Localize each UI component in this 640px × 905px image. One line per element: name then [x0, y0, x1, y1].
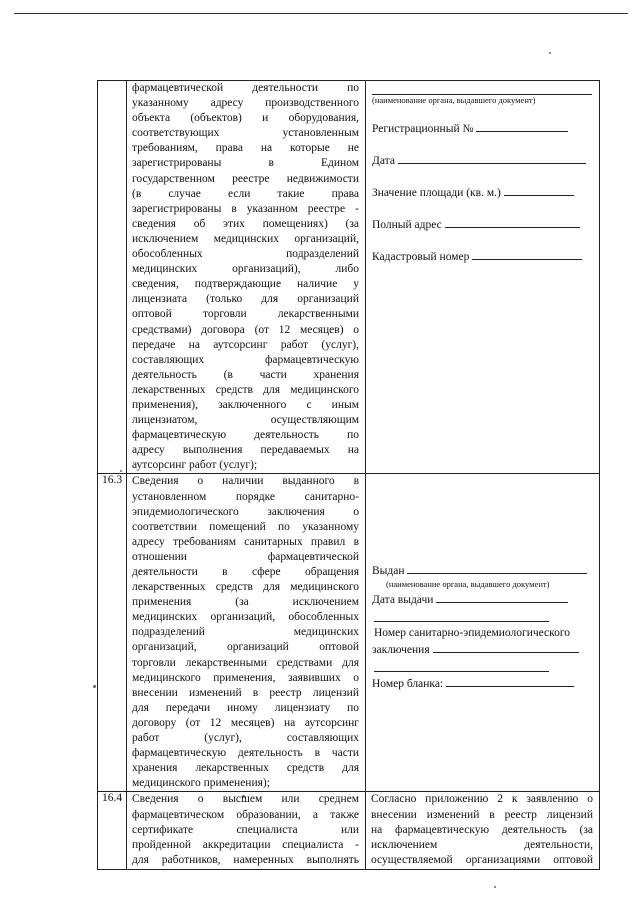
description-line: (в случае если такие права — [132, 187, 359, 200]
description-line: сведения об этих помещениях) (за — [132, 217, 359, 230]
registration-number-blank[interactable] — [476, 120, 568, 132]
conclusion-number-blank[interactable] — [433, 641, 579, 653]
description-line: оптовой торговли лекарственными — [132, 308, 359, 321]
description-line: организаций, организаций оптовой — [132, 641, 359, 654]
description-line: установленном порядке санитарно- — [132, 490, 359, 503]
description-line: фармацевтическую деятельность в части — [132, 747, 359, 760]
description-line: договору (от 12 месяцев) на аутсорсинг — [132, 716, 359, 729]
registration-number-label: Регистрационный № — [372, 123, 474, 135]
scan-speck — [93, 685, 96, 688]
conclusion-number-label-2: заключения — [372, 644, 430, 657]
description-line: Сведения о наличии выданного в — [132, 475, 359, 488]
description-line: адресу выполнения передаваемых на — [132, 444, 359, 457]
description-line: применения (за исключением — [132, 596, 359, 609]
table-row — [98, 792, 600, 870]
description-line: исключением медицинских организаций, — [132, 232, 359, 245]
right-text-line: осуществляемой организациями оптовой — [371, 853, 593, 866]
description-line: фармацевтической деятельности по — [132, 82, 359, 94]
description-line: отношении фармацевтической — [132, 550, 359, 563]
registration-number-field — [366, 120, 599, 137]
area-blank[interactable] — [504, 184, 574, 196]
description-line: аутсорсинг работ (услуг); — [132, 459, 258, 472]
description-line: требованиям, права на которые не — [132, 142, 359, 155]
date-field — [366, 152, 599, 169]
description-line: фармацевтическую деятельность по — [132, 429, 359, 442]
description-line: внесении изменений в реестр лицензий — [132, 686, 359, 699]
row-number: 16.4 — [98, 792, 127, 870]
row-fields — [366, 474, 600, 792]
description-line: адресу требованиям санитарных правил в — [132, 535, 359, 548]
cadastral-number-field — [366, 248, 599, 265]
description-line: Сведения о высшем или среднем — [132, 793, 359, 806]
blank-line — [374, 671, 549, 672]
issuer-caption: (наименование органа, выдавшего документ) — [386, 579, 550, 590]
full-address-label: Полный адрес — [372, 219, 442, 231]
description-line: передаче на аутсорсинг работ (услуг), — [132, 338, 359, 351]
form-number-field — [366, 675, 599, 692]
description-line: государственном реестре недвижимости — [132, 172, 359, 185]
description-line: деятельности в сфере обращения — [132, 566, 359, 578]
top-rule — [14, 13, 628, 14]
description-line: хранения лекарственных средств для — [132, 762, 359, 775]
row-right-text — [366, 792, 600, 870]
description-line: медицинских организаций), либо — [132, 263, 359, 276]
area-label: Значение площади (кв. м.) — [372, 187, 501, 199]
conclusion-number-label-1: Номер санитарно-эпидемиологического — [374, 627, 571, 640]
description-line: указанному адресу производственного — [132, 97, 359, 110]
description-line: лекарственных средств для медицинского — [132, 383, 359, 396]
description-line: применения), заключенного с иным — [132, 398, 359, 411]
conclusion-number-field — [366, 641, 599, 658]
blank-line — [374, 621, 549, 622]
description-line: эпидемиологического заключения о — [132, 505, 359, 518]
description-line: для работников, намеренных выполнять — [132, 853, 359, 866]
description-line: зарегистрированы в Едином — [132, 157, 359, 170]
right-text-line: на фармацевтическую деятельность (за — [371, 823, 593, 836]
description-line: торговли лекарственными средствами для — [132, 656, 359, 669]
right-text-line: внесении изменений в реестр лицензий — [371, 808, 593, 821]
scan-speck — [549, 52, 551, 54]
issue-date-label: Дата выдачи — [372, 594, 434, 607]
scan-speck — [494, 886, 496, 888]
date-blank[interactable] — [398, 152, 586, 164]
description-line: лицензиатом, осуществляющим — [132, 414, 359, 427]
row-description — [127, 81, 366, 474]
description-line: средствами) договора (от 12 месяцев) о — [132, 323, 359, 336]
issued-by-blank[interactable] — [407, 562, 587, 574]
description-line: сертификате специалиста или — [132, 823, 359, 836]
row-description — [127, 792, 366, 870]
description-line: фармацевтическом образовании, а также — [132, 808, 359, 821]
full-address-field — [366, 216, 599, 233]
issue-date-blank[interactable] — [436, 591, 568, 603]
cadastral-number-label: Кадастровый номер — [372, 251, 470, 263]
description-line: зарегистрированы в указанном реестре - — [132, 202, 359, 215]
description-line: подразделений медицинских — [132, 626, 359, 639]
cadastral-number-blank[interactable] — [472, 248, 582, 260]
full-address-blank[interactable] — [445, 216, 580, 228]
description-line: деятельность (в части хранения — [132, 368, 359, 381]
description-line: лицензиата (только для организаций — [132, 293, 359, 306]
description-line: работ (услуг), составляющих — [132, 732, 359, 745]
row-number — [98, 81, 127, 474]
description-line: медицинских организаций, обособленных — [132, 611, 359, 624]
table-row — [98, 474, 600, 792]
description-line: пройденной аккредитации специалиста - — [132, 838, 359, 851]
issued-by-label: Выдан — [372, 565, 405, 578]
description-line: объекта (объектов) и оборудования, — [132, 112, 359, 125]
date-label: Дата — [372, 155, 395, 167]
description-line: составляющих фармацевтическую — [132, 353, 359, 366]
description-line: лекарственных средств для медицинского — [132, 581, 359, 594]
description-line: медицинского применения); — [132, 777, 270, 790]
area-field — [366, 184, 599, 201]
issue-date-field — [366, 591, 599, 608]
form-number-label: Номер бланка: — [372, 678, 444, 691]
issuer-caption: (наименование органа, выдавшего документ) — [372, 95, 536, 105]
description-line: соответствии помещений по указанному — [132, 520, 359, 533]
description-line: медицинского применения, заявивших о — [132, 671, 359, 684]
description-line: соответствующих установленным — [132, 127, 359, 140]
right-text-line: исключением деятельности, — [371, 838, 593, 851]
form-number-blank[interactable] — [446, 675, 574, 687]
issued-by-field — [366, 562, 599, 579]
license-info-table — [97, 80, 600, 870]
table-row — [98, 81, 600, 474]
row-fields — [366, 81, 600, 474]
row-number: 16.3 — [98, 474, 127, 792]
description-line: обособленных подразделений — [132, 248, 359, 261]
right-text-line: Согласно приложению 2 к заявлению о — [371, 793, 593, 806]
description-line: сведения, подтверждающие наличие у — [132, 278, 359, 291]
description-line: для передачи иному лицензиату по — [132, 701, 359, 714]
row-description — [127, 474, 366, 792]
